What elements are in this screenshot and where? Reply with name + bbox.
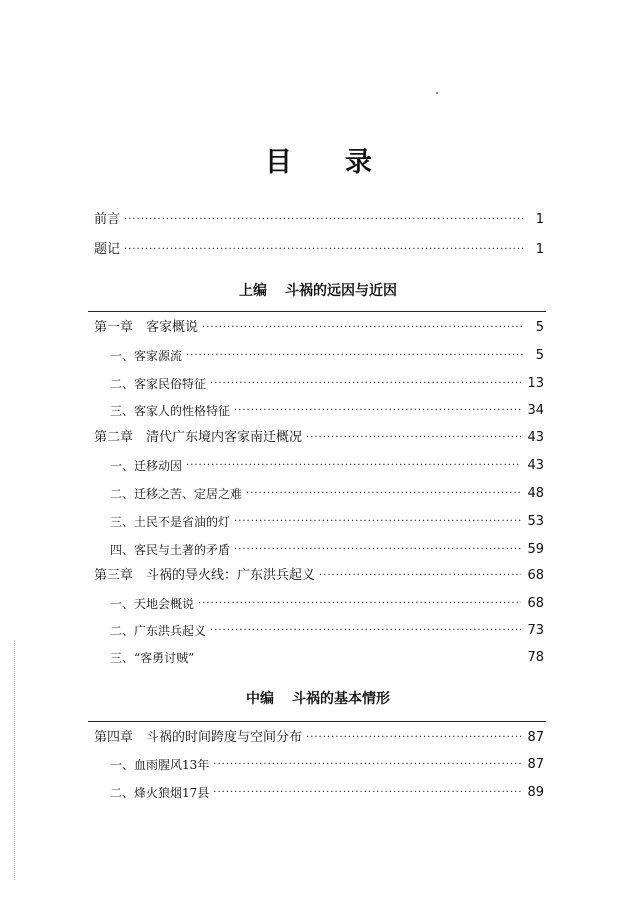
part-title: 斗祸的基本情形 xyxy=(292,691,390,707)
dot-leader xyxy=(319,566,521,586)
toc-page-number: 87 xyxy=(527,757,544,772)
chapter-label: 第三章 斗祸的导火线：广东洪兵起义 xyxy=(94,568,316,583)
toc-section[interactable] xyxy=(110,401,544,421)
toc-page-number: 1 xyxy=(535,242,544,257)
toc-chapter-3[interactable] xyxy=(94,566,544,586)
toc-page-number: 43 xyxy=(527,458,544,473)
toc-section[interactable] xyxy=(110,374,544,394)
scan-speck xyxy=(436,92,438,94)
dot-leader xyxy=(198,594,521,614)
dot-leader xyxy=(246,484,521,504)
section-label: 二、客家民俗特征 xyxy=(110,377,207,391)
dot-leader xyxy=(186,346,524,366)
toc-section[interactable] xyxy=(110,346,544,366)
toc-chapter-4[interactable] xyxy=(94,728,544,748)
toc-section[interactable] xyxy=(110,621,544,641)
toc-page-number: 43 xyxy=(527,430,544,445)
toc-page-number: 53 xyxy=(527,514,544,529)
toc-chapter-1[interactable] xyxy=(94,318,544,338)
toc-section[interactable] xyxy=(110,540,544,560)
toc-page-number: 13 xyxy=(527,376,544,391)
toc-section[interactable] xyxy=(110,594,544,614)
toc-page-number: 68 xyxy=(527,568,544,583)
section-label: 二、迁移之苦、定居之难 xyxy=(110,487,243,501)
part-title: 斗祸的远因与近因 xyxy=(285,283,397,299)
dot-leader xyxy=(234,540,521,560)
dot-leader xyxy=(306,428,521,448)
toc-page-number: 73 xyxy=(527,623,544,638)
toc-section[interactable] xyxy=(110,484,544,504)
chapter-label: 第一章 客家概说 xyxy=(94,320,199,335)
toc-entry-inscription[interactable] xyxy=(94,240,544,260)
dot-leader xyxy=(124,240,524,260)
dot-leader xyxy=(186,456,521,476)
dot-leader xyxy=(210,374,521,394)
section-label: 一、天地会概说 xyxy=(110,597,195,611)
dot-leader xyxy=(234,512,521,532)
part-name: 上编 xyxy=(239,283,267,299)
dot-leader xyxy=(213,755,521,775)
part-name: 中编 xyxy=(246,691,274,707)
section-label: 二、烽火狼烟17县 xyxy=(110,786,210,800)
part-heading-upper xyxy=(0,280,636,300)
toc-section[interactable] xyxy=(110,648,544,668)
dot-leader xyxy=(124,210,524,230)
dot-leader xyxy=(234,401,521,421)
dot-leader xyxy=(202,318,524,338)
section-divider xyxy=(88,721,546,722)
section-label: 一、客家源流 xyxy=(110,349,183,363)
title-char-1: 目 xyxy=(265,147,292,178)
section-label: 三、“客勇讨贼” xyxy=(110,651,195,665)
section-label: 二、广东洪兵起义 xyxy=(110,624,207,638)
toc-section[interactable] xyxy=(110,755,544,775)
section-label: 三、客家人的性格特征 xyxy=(110,404,231,418)
toc-page-number: 5 xyxy=(535,320,544,335)
section-label: 四、客民与土著的矛盾 xyxy=(110,543,231,557)
toc-entry-label: 题记 xyxy=(94,242,121,257)
toc-page-number: 78 xyxy=(527,650,544,665)
section-label: 一、血雨腥风13年 xyxy=(110,758,210,772)
dot-leader xyxy=(213,783,521,803)
toc-page-number: 68 xyxy=(527,596,544,611)
toc-section[interactable] xyxy=(110,512,544,532)
title-char-2: 录 xyxy=(345,147,372,178)
toc-page-number: 1 xyxy=(535,212,544,227)
toc-page-number: 5 xyxy=(535,348,544,363)
toc-entry-preface[interactable] xyxy=(94,210,544,230)
section-label: 一、迁移动因 xyxy=(110,459,183,473)
scan-edge xyxy=(14,640,16,880)
dot-leader xyxy=(306,728,521,748)
toc-entry-label: 前言 xyxy=(94,212,121,227)
toc-section[interactable] xyxy=(110,783,544,803)
part-heading-middle xyxy=(0,688,636,708)
toc-page-number: 89 xyxy=(527,785,544,800)
toc-page-number: 34 xyxy=(527,403,544,418)
toc-section[interactable] xyxy=(110,456,544,476)
chapter-label: 第二章 清代广东境内客家南迁概况 xyxy=(94,430,303,445)
toc-page-number: 48 xyxy=(527,486,544,501)
toc-page-number: 87 xyxy=(527,730,544,745)
toc-page-number: 59 xyxy=(527,542,544,557)
section-divider xyxy=(88,311,546,312)
chapter-label: 第四章 斗祸的时间跨度与空间分布 xyxy=(94,730,303,745)
dot-leader xyxy=(210,621,521,641)
toc-chapter-2[interactable] xyxy=(94,428,544,448)
section-label: 三、土民不是省油的灯 xyxy=(110,515,231,529)
